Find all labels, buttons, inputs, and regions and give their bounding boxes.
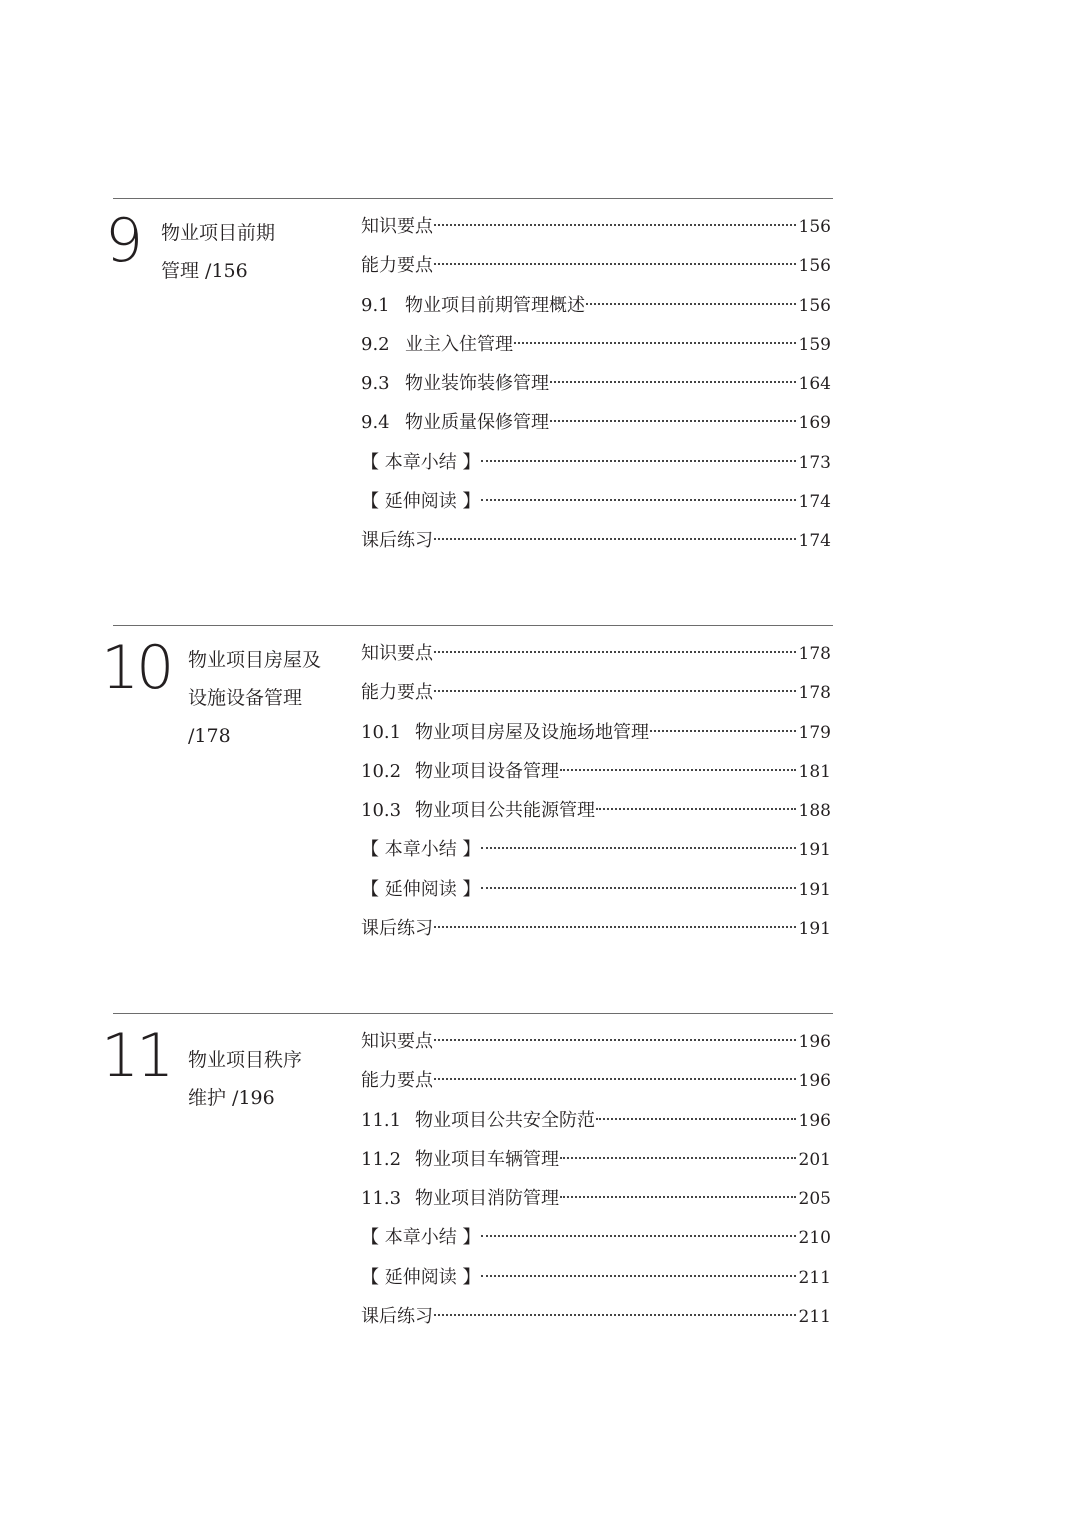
toc-entry[interactable] xyxy=(361,1296,831,1335)
dot-leader xyxy=(481,823,795,849)
chapter-title xyxy=(161,214,275,290)
divider-line xyxy=(113,198,833,199)
section-number: 9.4 xyxy=(361,412,390,434)
page-number: 191 xyxy=(798,919,831,940)
toc-label: 业主入住管理 xyxy=(405,333,513,355)
dot-leader xyxy=(434,200,796,226)
chapter-number: 10 xyxy=(101,633,172,703)
chapter-title-line: /178 xyxy=(188,725,231,747)
section-number: 9.1 xyxy=(361,294,390,316)
page-number: 205 xyxy=(798,1189,831,1210)
divider-line xyxy=(113,1013,833,1014)
toc-label: 能力要点 xyxy=(361,1070,433,1092)
dot-leader xyxy=(434,514,796,540)
section-number: 11.2 xyxy=(361,1148,402,1170)
page-number: 156 xyxy=(798,295,831,316)
toc-label: 知识要点 xyxy=(361,1031,433,1052)
chapter-10-block xyxy=(101,625,833,1025)
dot-leader xyxy=(481,863,795,889)
section-number: 11.1 xyxy=(361,1109,402,1131)
dot-leader xyxy=(586,279,796,305)
section-number: 9.3 xyxy=(361,373,390,395)
dot-leader xyxy=(550,357,796,383)
chapter-11-block xyxy=(101,1013,833,1413)
chapter-title-line: 设施设备管理 xyxy=(188,687,303,709)
toc-label: 课后练习 xyxy=(361,1306,433,1328)
dot-leader xyxy=(434,1290,796,1316)
toc-label: 物业项目前期管理概述 xyxy=(405,294,585,316)
page-number: 173 xyxy=(798,452,831,473)
toc-label: 物业项目设备管理 xyxy=(415,760,559,782)
toc-label: 物业项目公共安全防范 xyxy=(415,1109,595,1131)
page-number: 188 xyxy=(798,801,831,822)
section-number: 10.2 xyxy=(361,760,402,782)
toc-label: 【 延伸阅读 】 xyxy=(361,878,481,900)
dot-leader xyxy=(560,745,796,771)
page-number: 196 xyxy=(798,1110,831,1131)
toc-entry[interactable] xyxy=(361,908,831,947)
toc-label: 【 本章小结 】 xyxy=(361,1227,481,1249)
page-number: 179 xyxy=(798,722,831,743)
toc-list xyxy=(361,1021,831,1335)
toc-label: 物业质量保修管理 xyxy=(405,412,549,434)
page-number: 178 xyxy=(798,644,831,664)
dot-leader xyxy=(596,1094,796,1120)
toc-label: 课后练习 xyxy=(361,918,433,940)
toc-label: 能力要点 xyxy=(361,255,433,277)
page-number: 174 xyxy=(798,531,831,552)
chapter-title-line: 维护 /196 xyxy=(188,1087,275,1109)
toc-label: 知识要点 xyxy=(361,643,433,664)
dot-leader xyxy=(434,666,796,692)
page-number: 178 xyxy=(798,683,831,704)
toc-label: 知识要点 xyxy=(361,216,433,237)
toc-label: 物业项目车辆管理 xyxy=(415,1148,559,1170)
dot-leader xyxy=(434,1015,796,1041)
toc-label: 【 延伸阅读 】 xyxy=(361,1266,481,1288)
chapter-title-line: 物业项目房屋及 xyxy=(188,649,322,671)
dot-leader xyxy=(434,239,796,265)
dot-leader xyxy=(650,706,796,732)
page-number: 156 xyxy=(798,256,831,277)
toc-label: 【 延伸阅读 】 xyxy=(361,491,481,513)
dot-leader xyxy=(550,396,796,422)
dot-leader xyxy=(481,475,795,501)
dot-leader xyxy=(434,1054,796,1080)
section-number: 9.2 xyxy=(361,333,390,355)
page-number: 191 xyxy=(798,879,831,900)
dot-leader xyxy=(481,1251,795,1277)
dot-leader xyxy=(560,1172,796,1198)
toc-label: 能力要点 xyxy=(361,682,433,704)
section-number: 11.3 xyxy=(361,1188,402,1210)
chapter-title-line: 管理 /156 xyxy=(161,260,248,282)
page-number: 164 xyxy=(798,374,831,395)
dot-leader xyxy=(434,902,796,928)
toc-entry[interactable] xyxy=(361,520,831,559)
toc-label: 物业项目公共能源管理 xyxy=(415,800,595,822)
page-number: 211 xyxy=(798,1267,831,1288)
toc-list xyxy=(361,633,831,947)
toc-label: 物业装饰装修管理 xyxy=(405,373,549,395)
page-number: 156 xyxy=(798,217,831,237)
page-number: 159 xyxy=(798,334,831,355)
divider-line xyxy=(113,625,833,626)
dot-leader xyxy=(434,627,796,653)
section-number: 10.1 xyxy=(361,721,402,743)
dot-leader xyxy=(481,436,795,462)
toc-label: 【 本章小结 】 xyxy=(361,839,481,861)
chapter-number: 11 xyxy=(101,1021,172,1091)
dot-leader xyxy=(560,1133,796,1159)
page-number: 196 xyxy=(798,1071,831,1092)
page-number: 201 xyxy=(798,1149,831,1170)
toc-label: 物业项目消防管理 xyxy=(415,1188,559,1210)
chapter-title xyxy=(188,641,321,755)
toc-label: 【 本章小结 】 xyxy=(361,451,481,473)
dot-leader xyxy=(481,1211,795,1237)
toc-label: 课后练习 xyxy=(361,530,433,552)
section-number: 10.3 xyxy=(361,800,402,822)
page-number: 196 xyxy=(798,1032,831,1052)
page-number: 210 xyxy=(798,1228,831,1249)
chapter-number: 9 xyxy=(105,206,141,276)
page-number: 191 xyxy=(798,840,831,861)
toc-label: 物业项目房屋及设施场地管理 xyxy=(415,721,649,743)
page-number: 211 xyxy=(798,1307,831,1328)
page-number: 181 xyxy=(798,761,831,782)
dot-leader xyxy=(596,784,796,810)
chapter-title-line: 物业项目秩序 xyxy=(188,1049,303,1071)
chapter-title-line: 物业项目前期 xyxy=(161,222,276,244)
chapter-title xyxy=(188,1041,302,1117)
page-number: 174 xyxy=(798,492,831,513)
dot-leader xyxy=(514,318,796,344)
chapter-9-block xyxy=(105,198,833,598)
toc-list xyxy=(361,206,831,560)
page-number: 169 xyxy=(798,413,831,434)
